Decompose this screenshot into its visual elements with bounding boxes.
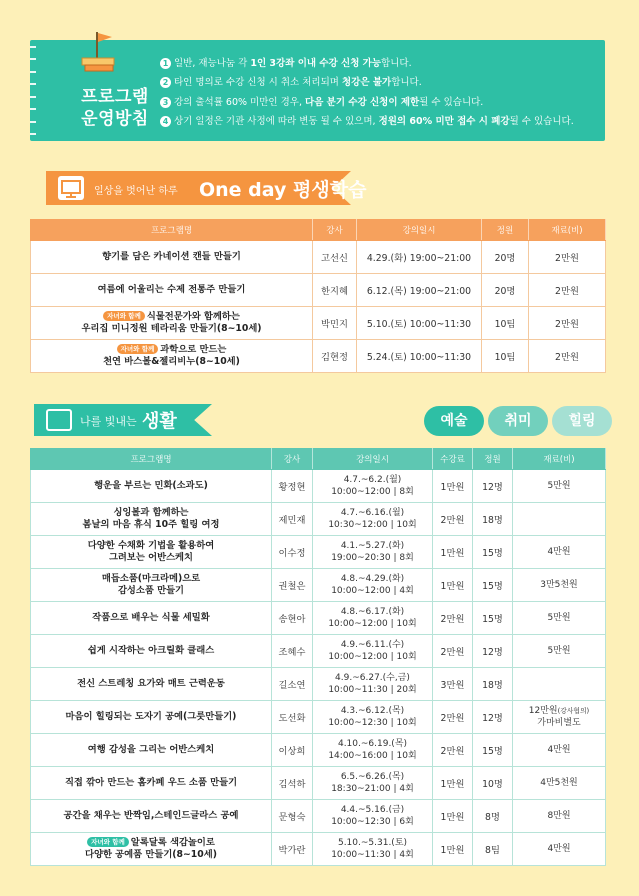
- program-name-line: 다양한 수채화 기법을 활용하여: [87, 539, 215, 551]
- program-name-line: 그려보는 어반스케치: [108, 552, 194, 563]
- teacher: 조혜수: [272, 635, 313, 668]
- schedule-dates: 4.10.~6.19.(목): [337, 738, 408, 749]
- material-note: (강사협의): [557, 706, 590, 715]
- with-kids-badge: 자녀와 함께: [87, 837, 129, 847]
- capacity: 8팀: [473, 833, 513, 866]
- schedule: [313, 833, 433, 866]
- category-tabs: [424, 406, 612, 436]
- program-name-line: 천연 바스볼&젤리비누(8~10세): [103, 356, 240, 367]
- table-row: [31, 800, 606, 833]
- program-name: [31, 340, 313, 373]
- schedule-time: 14:00~16:00 | 10회: [328, 751, 417, 761]
- fee: 1만원: [433, 833, 473, 866]
- schedule: [313, 569, 433, 602]
- schedule-time: 10:00~11:30 | 4회: [331, 850, 414, 860]
- column-header: 수강료: [433, 449, 473, 470]
- schedule-dates: 5.10.~5.31.(토): [337, 837, 408, 848]
- life-table: [30, 448, 606, 866]
- table-row: [31, 833, 606, 866]
- schedule-dates: 4.3.~6.12.(목): [340, 705, 405, 716]
- material-cost: 2만원: [529, 307, 606, 340]
- program-name: [31, 307, 313, 340]
- table-row: [31, 536, 606, 569]
- schedule-dates: 4.7.~6.2.(월): [343, 474, 402, 485]
- teacher: 김현정: [313, 340, 357, 373]
- program-name-line: 자녀와 함께 과학으로 만드는: [31, 344, 312, 356]
- capacity: 15명: [473, 602, 513, 635]
- program-name-line: 향기를 담은 카네이션 캔들 만들기: [102, 250, 241, 262]
- program-name-line: 쉽게 시작하는 아크릴화 클래스: [87, 644, 215, 656]
- fee: 2만원: [433, 734, 473, 767]
- binder-holes: [30, 46, 36, 135]
- program-name-line: 우리집 미니정원 테라리움 만들기(8~10세): [81, 323, 262, 334]
- schedule: [313, 800, 433, 833]
- schedule-dates: 4.4.~5.16.(금): [340, 804, 405, 815]
- program-name: [31, 241, 313, 274]
- policy-text: 강의 출석률 60% 미만인 경우,: [174, 96, 306, 108]
- fee: 1만원: [433, 800, 473, 833]
- column-header: 강사: [313, 220, 357, 241]
- material-line: 4만원: [547, 546, 571, 557]
- fee: 2만원: [433, 701, 473, 734]
- policy-item: [160, 54, 595, 73]
- schedule: [313, 668, 433, 701]
- table-row: [31, 241, 606, 274]
- program-name: [31, 274, 313, 307]
- program-name-line: 여행 감성을 그리는 어반스케치: [87, 743, 215, 755]
- program-name-line: 작품으로 배우는 식물 세밀화: [92, 611, 210, 623]
- column-header: 재료(비): [513, 449, 606, 470]
- schedule: [313, 701, 433, 734]
- teacher: 이수정: [272, 536, 313, 569]
- table-row: [31, 602, 606, 635]
- material-cost: [513, 536, 606, 569]
- schedule-time: 10:00~11:30 | 20회: [328, 685, 417, 695]
- program-name: [31, 602, 272, 635]
- schedule: 5.10.(토) 10:00~11:30: [357, 307, 482, 340]
- schedule-time: 10:00~12:30 | 10회: [328, 718, 417, 728]
- material-cost: [513, 503, 606, 536]
- program-name-line: 전신 스트레칭 요가와 매트 근력운동: [77, 677, 225, 689]
- teacher: 황정현: [272, 470, 313, 503]
- program-name: [31, 734, 272, 767]
- policy-text: 될 수 있습니다.: [419, 96, 484, 108]
- material-cost: [513, 569, 606, 602]
- policy-text: 될 수 있습니다.: [509, 115, 574, 127]
- program-name-line: 직접 깎아 만드는 홈카페 우드 소품 만들기: [64, 776, 238, 788]
- screen-icon: [58, 176, 84, 200]
- schedule-time: 10:00~12:30 | 6회: [331, 817, 414, 827]
- teacher: 길소연: [272, 668, 313, 701]
- fee: 1만원: [433, 536, 473, 569]
- table-row: [31, 470, 606, 503]
- table-row: [31, 734, 606, 767]
- life-subtitle: 나를 빛내는: [80, 415, 137, 428]
- schedule-time: 10:00~12:00 | 8회: [331, 487, 414, 497]
- material-cost: [513, 668, 606, 701]
- program-name: [31, 569, 272, 602]
- table-row: [31, 503, 606, 536]
- material-line: 3만5천원: [540, 579, 578, 590]
- policy-emphasis: 다음 분기 수강 신청이 제한: [305, 96, 420, 108]
- capacity: 12명: [473, 470, 513, 503]
- column-header: 정원: [473, 449, 513, 470]
- material-line: 4만5천원: [540, 777, 578, 788]
- fee: 2만원: [433, 635, 473, 668]
- tab-healing[interactable]: 힐링: [552, 406, 612, 436]
- schedule-dates: 4.7.~6.16.(월): [340, 507, 405, 518]
- policy-number: 4: [160, 116, 171, 127]
- column-header: 프로그램명: [31, 220, 313, 241]
- policy-text: 상기 일정은 기관 사정에 따라 변동 될 수 있으며,: [174, 115, 379, 127]
- fee: 3만원: [433, 668, 473, 701]
- fee: 1만원: [433, 767, 473, 800]
- policy-emphasis: 1인 3강좌 이내 수강 신청 가능: [250, 58, 382, 69]
- program-name: [31, 833, 272, 866]
- column-header: 강사: [272, 449, 313, 470]
- material-cost: [513, 470, 606, 503]
- capacity: 18명: [473, 668, 513, 701]
- material-cost: [513, 734, 606, 767]
- schedule-time: 10:00~12:00 | 10회: [328, 619, 417, 629]
- material-cost: 2만원: [529, 340, 606, 373]
- policy-item: [160, 112, 595, 131]
- oneday-title: One day 평생학습: [199, 179, 367, 201]
- capacity: 15명: [473, 569, 513, 602]
- schedule: 6.12.(목) 19:00~21:00: [357, 274, 482, 307]
- policy-emphasis: 정원의 60% 미만 접수 시 폐강: [378, 115, 510, 127]
- schedule: [313, 602, 433, 635]
- material-cost: [513, 800, 606, 833]
- schedule-dates: 4.9.~6.27.(수,금): [335, 672, 410, 683]
- table-row: [31, 274, 606, 307]
- program-name: [31, 668, 272, 701]
- column-header: 프로그램명: [31, 449, 272, 470]
- fee: 2만원: [433, 503, 473, 536]
- policy-text: 합니다.: [381, 58, 412, 69]
- program-name-line: 자녀와 함께 알록달록 색감놀이로: [31, 837, 271, 849]
- table-row: [31, 635, 606, 668]
- program-name: [31, 800, 272, 833]
- program-name-line: 매듭소품(마크라메)으로: [101, 572, 201, 584]
- table-row: [31, 701, 606, 734]
- tab-art[interactable]: 예술: [424, 406, 484, 436]
- fee: 1만원: [433, 569, 473, 602]
- teacher: 한지혜: [313, 274, 357, 307]
- policy-number: 3: [160, 97, 171, 108]
- with-kids-badge: 자녀와 함께: [117, 344, 159, 354]
- oneday-table: [30, 219, 606, 373]
- oneday-subtitle: 일상을 벗어난 하루: [94, 186, 178, 197]
- policy-text: 타인 명의로 수강 신청 시 취소 처리되며: [174, 77, 342, 89]
- material-line: 5만원: [547, 612, 571, 623]
- teacher: 박가란: [272, 833, 313, 866]
- schedule-dates: 4.1.~5.27.(화): [340, 540, 405, 551]
- capacity: 10팀: [482, 307, 529, 340]
- program-name: [31, 767, 272, 800]
- program-name: [31, 470, 272, 503]
- schedule-time: 10:00~12:00 | 4회: [331, 586, 414, 596]
- teacher: 도선화: [272, 701, 313, 734]
- operating-policy-banner: [30, 40, 605, 141]
- policy-text: 일반, 재능나눔 각: [174, 58, 251, 69]
- capacity: 10팀: [482, 340, 529, 373]
- teacher: 문형숙: [272, 800, 313, 833]
- column-header: 강의일시: [357, 220, 482, 241]
- teacher: 이상희: [272, 734, 313, 767]
- schedule-dates: 4.9.~6.11.(수): [340, 639, 405, 650]
- column-header: 정원: [482, 220, 529, 241]
- schedule-time: 10:30~12:00 | 10회: [328, 520, 417, 530]
- table-row: [31, 569, 606, 602]
- policy-item: [160, 93, 595, 112]
- material-cost: [513, 602, 606, 635]
- capacity: 18명: [473, 503, 513, 536]
- schedule: [313, 536, 433, 569]
- program-name-line: 감성소품 만들기: [117, 585, 185, 596]
- program-name: [31, 701, 272, 734]
- material-line: 가마비별도: [537, 718, 581, 728]
- table-header-row: [31, 449, 606, 470]
- program-name: [31, 503, 272, 536]
- schedule-time: 10:00~12:00 | 10회: [328, 652, 417, 662]
- schedule-dates: 4.8.~6.17.(화): [340, 606, 405, 617]
- material-line: 12만원(강사협의): [528, 705, 590, 716]
- material-cost: [513, 701, 606, 734]
- capacity: 12명: [473, 701, 513, 734]
- capacity: 12명: [473, 635, 513, 668]
- table-header-row: [31, 220, 606, 241]
- material-line: 5만원: [547, 645, 571, 656]
- policy-title: 프로그램 운영방침: [81, 87, 149, 129]
- policy-number: 1: [160, 58, 171, 69]
- policy-text: 합니다.: [391, 77, 422, 89]
- table-row: [31, 307, 606, 340]
- book-flag-icon: [78, 30, 118, 80]
- table-row: [31, 668, 606, 701]
- program-name: [31, 635, 272, 668]
- policy-list: [160, 54, 595, 131]
- material-line: 8만원: [547, 810, 571, 821]
- policy-emphasis: 청강은 불가: [341, 77, 392, 89]
- schedule: 4.29.(화) 19:00~21:00: [357, 241, 482, 274]
- tab-hobby[interactable]: 취미: [488, 406, 548, 436]
- schedule: 5.24.(토) 10:00~11:30: [357, 340, 482, 373]
- schedule-dates: 4.8.~4.29.(화): [340, 573, 405, 584]
- material-line: 5만원: [547, 480, 571, 491]
- schedule-time: 18:30~21:00 | 4회: [331, 784, 414, 794]
- material-cost: 2만원: [529, 241, 606, 274]
- schedule: [313, 767, 433, 800]
- program-name-line: 행운을 부르는 민화(소과도): [94, 479, 208, 491]
- capacity: 15명: [473, 734, 513, 767]
- capacity: 8명: [473, 800, 513, 833]
- book-icon: [46, 409, 72, 431]
- teacher: 권철은: [272, 569, 313, 602]
- policy-item: [160, 73, 595, 92]
- material-cost: [513, 767, 606, 800]
- fee: 2만원: [433, 602, 473, 635]
- schedule: [313, 635, 433, 668]
- program-name: [31, 536, 272, 569]
- material-line: 4만원: [547, 744, 571, 755]
- life-title: 생활: [142, 411, 177, 432]
- program-name-line: 마음이 힐링되는 도자기 공예(그릇만들기): [65, 710, 237, 722]
- with-kids-badge: 자녀와 함께: [103, 311, 145, 321]
- schedule-time: 19:00~20:30 | 8회: [331, 553, 414, 563]
- program-name-line: 싱잉볼과 함께하는: [113, 506, 189, 518]
- material-cost: [513, 635, 606, 668]
- capacity: 10명: [473, 767, 513, 800]
- schedule-dates: 6.5.~6.26.(목): [340, 771, 405, 782]
- capacity: 20명: [482, 274, 529, 307]
- teacher: 고선신: [313, 241, 357, 274]
- schedule: [313, 734, 433, 767]
- material-line: 4만원: [547, 843, 571, 854]
- program-name-line: 봄날의 마음 휴식 10주 힐링 여정: [82, 519, 220, 530]
- column-header: 재료(비): [529, 220, 606, 241]
- teacher: 제민재: [272, 503, 313, 536]
- fee: 1만원: [433, 470, 473, 503]
- column-header: 강의일시: [313, 449, 433, 470]
- teacher: 송현아: [272, 602, 313, 635]
- program-name-line: 다양한 공예품 만들기(8~10세): [85, 849, 217, 860]
- schedule: [313, 503, 433, 536]
- program-name-line: 자녀와 함께 식물전문가와 함께하는: [31, 311, 312, 323]
- capacity: 20명: [482, 241, 529, 274]
- material-cost: [513, 833, 606, 866]
- program-name-line: 공간을 채우는 반짝임,스테인드글라스 공예: [63, 809, 239, 821]
- table-row: [31, 767, 606, 800]
- teacher: 박민지: [313, 307, 357, 340]
- teacher: 김석하: [272, 767, 313, 800]
- capacity: 15명: [473, 536, 513, 569]
- material-cost: 2만원: [529, 274, 606, 307]
- schedule: [313, 470, 433, 503]
- table-row: [31, 340, 606, 373]
- policy-number: 2: [160, 77, 171, 88]
- program-name-line: 여름에 어울리는 수제 전통주 만들기: [97, 283, 246, 295]
